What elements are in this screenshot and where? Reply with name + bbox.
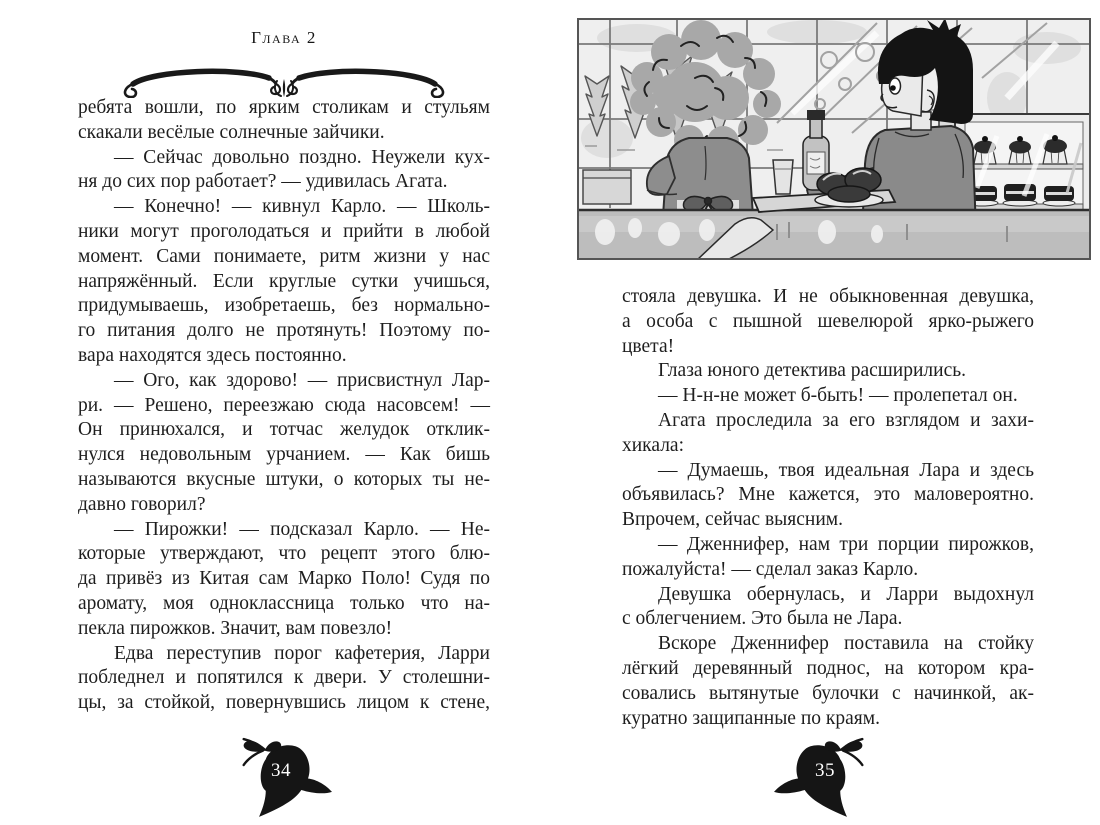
body-text-right-page	[622, 285, 1034, 731]
text-line: Он принюхался, и тотчас желудок отклик-	[78, 419, 490, 441]
text-line: побледнел и попятился к двери. У столешни-	[78, 667, 490, 689]
body-text-left-page	[78, 96, 490, 716]
text-line: с облегчением. Это была не Лара.	[622, 608, 903, 630]
text-line: — Конечно! — кивнул Карло. — Школь-	[114, 196, 490, 218]
text-line: стояла девушка. И не обыкновенная девушка,	[622, 286, 1034, 307]
chapter-title: Глава 2	[251, 28, 317, 47]
text-line: да привёз из Китая сам Марко Поло! Судя по	[78, 568, 490, 590]
text-line: — Пирожки! — подсказал Карло. — Не-	[114, 518, 490, 540]
text-line: нулся недовольным урчанием. — Как бишь	[78, 444, 490, 466]
text-line: скакали весёлые солнечные зайчики.	[78, 121, 385, 143]
text-line: которые утверждают, что рецепт этого блю-	[78, 543, 490, 565]
text-line: а особа с пышной шевелюрой ярко-рыжего	[622, 310, 1034, 332]
text-line: Агата проследила за его взглядом и захи-	[658, 409, 1034, 431]
text-line: Едва переступив порог кафетерия, Ларри	[114, 642, 490, 664]
text-line: цвета!	[622, 335, 675, 357]
text-line: момент. Сами понимаете, ритм жизни у нас	[78, 245, 490, 267]
text-line: — Думаешь, твоя идеальная Лара и здесь	[658, 459, 1034, 481]
text-line: аромату, моя одноклассница только что на-	[78, 592, 490, 614]
text-line: — Ого, как здорово! — присвистнул Лар-	[114, 369, 490, 391]
text-line: объявилась? Мне кажется, это маловероятно.	[622, 484, 1034, 506]
text-line: ня до сих пор работает? — удивилась Агата.	[78, 171, 448, 193]
text-line: пожалуйста! — сделал заказ Карло.	[622, 558, 919, 580]
text-line: Девушка обернулась, и Ларри выдохнул	[658, 583, 1034, 605]
text-line: ри. — Решено, переезжаю сюда насовсем! —	[78, 394, 490, 416]
text-line: давно говорил?	[78, 493, 206, 515]
text-line: — Н-н-не может б-быть! — пролепетал он.	[658, 385, 1018, 407]
text-line: куратно защипанные по краям.	[622, 707, 880, 729]
text-line: ребята вошли, по ярким столикам и стульям	[78, 97, 490, 118]
page-number: 34	[271, 760, 291, 781]
text-line: Впрочем, сейчас выясним.	[622, 509, 843, 531]
text-line: — Сейчас довольно поздно. Неужели кух-	[114, 146, 490, 168]
page-number-hat-left	[236, 736, 332, 818]
text-line: называются вкусные штуки, о которых ты не-	[78, 468, 490, 490]
text-line: совались вытянутые булочки с начинкой, ак-	[622, 682, 1034, 704]
chapter-flourish-ornament	[119, 56, 449, 98]
text-line: — Дженнифер, нам три порции пирожков,	[658, 533, 1034, 555]
page-number-hat-right	[774, 736, 870, 818]
text-line: хикала:	[622, 434, 684, 456]
text-line: пекла пирожков. Значит, вам повезло!	[78, 617, 393, 639]
text-line: напряжённый. Если круглые сутки учишься,	[78, 270, 490, 292]
text-line: цы, за стойкой, повернувшись лицом к стене,	[78, 692, 490, 714]
text-line: вара находятся здесь постоянно.	[78, 344, 347, 366]
counter	[577, 210, 1091, 260]
text-line: ники могут проголодаться и прийти в любой	[78, 220, 490, 242]
text-line: лёгкий деревянный поднос, на котором кра-	[622, 657, 1034, 679]
cafeteria-illustration	[577, 18, 1091, 260]
text-line: придумываешь, изобретаешь, без нормально-	[78, 295, 490, 317]
page-number: 35	[815, 760, 835, 781]
text-line: Вскоре Дженнифер поставила на стойку	[658, 633, 1034, 655]
text-line: Глаза юного детектива расширились.	[658, 360, 967, 382]
text-line: го питания долго не протянуть! Поэтому по-	[78, 320, 490, 342]
